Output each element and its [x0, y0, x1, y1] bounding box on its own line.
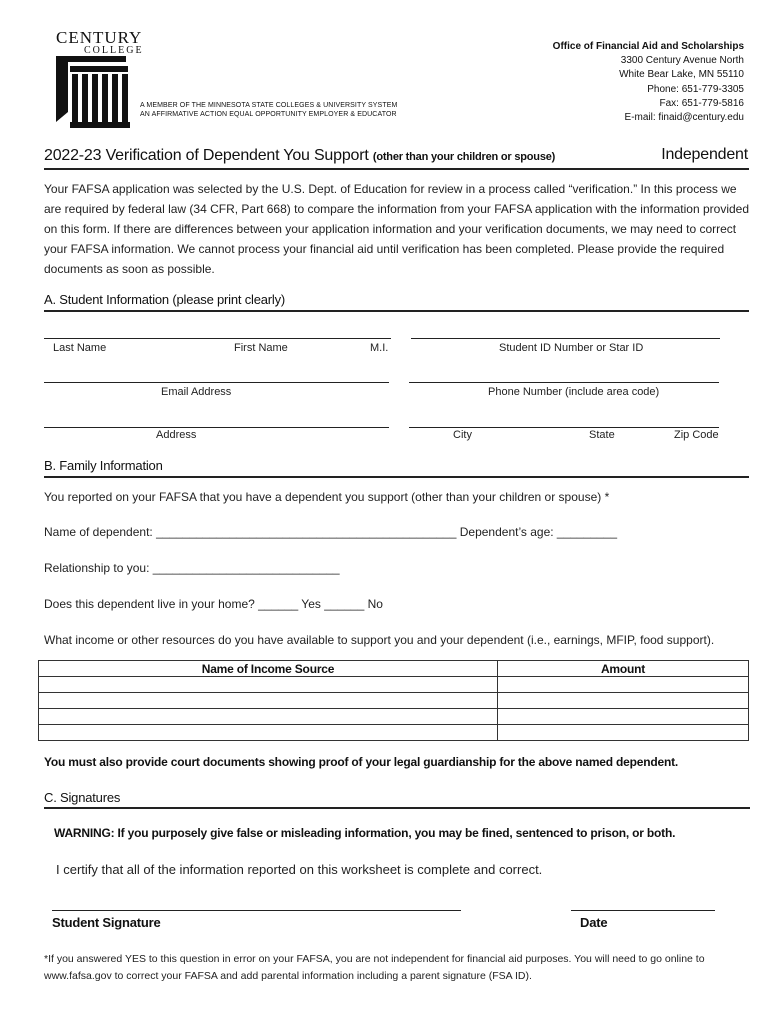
city-label: City — [453, 429, 472, 441]
last-name-label: Last Name — [53, 342, 107, 354]
office-email: E-mail: finaid@century.edu — [624, 112, 744, 124]
amount-cell[interactable] — [498, 677, 749, 693]
amount-cell[interactable] — [498, 725, 749, 741]
income-source-header: Name of Income Source — [39, 661, 498, 677]
court-documents-note: You must also provide court documents showing proof of your legal guardianship for the above named dependent. — [44, 755, 679, 769]
live-in-home-field[interactable]: Does this dependent live in your home? ______ Yes ______ No — [44, 597, 383, 611]
office-city: White Bear Lake, MN 55110 — [619, 69, 744, 81]
date-label: Date — [580, 915, 608, 930]
title-sub: (other than your children or spouse) — [372, 151, 556, 163]
student-id-field[interactable] — [411, 338, 720, 339]
address-field[interactable] — [44, 427, 389, 428]
office-address: 3300 Century Avenue North — [620, 55, 744, 67]
intro-paragraph: Your FAFSA application was selected by the U.S. Dept. of Education for review in a process called “verification.” In this process we are required by federal law (34 CFR, Part 668) to compare the information from your FAFSA application with the information provided on this form. If there are differences between your application information and your verification documents, we may need to correct your FAFSA information. We cannot process your financial aid until verification has been completed. Please provide the required documents as soon as possible. — [44, 182, 750, 276]
address-label: Address — [156, 429, 197, 441]
footnote: *If you answered YES to this question in error on your FAFSA, you are not independent for financial aid purposes. You will need to go online to www.fafsa.gov to correct your FAFSA and add parental information including a parent signature (FSA ID). — [44, 953, 705, 982]
relationship-field[interactable]: Relationship to you: ____________________________ — [44, 561, 340, 575]
certify-text: I certify that all of the information reported on this worksheet is complete and correct. — [56, 862, 543, 877]
warning-text: WARNING: If you purposely give false or misleading information, you may be fined, sentenced to prison, or both. — [54, 826, 676, 840]
member-line-2: AN AFFIRMATIVE ACTION EQUAL OPPORTUNITY EMPLOYER & EDUCATOR — [140, 111, 397, 118]
income-source-cell[interactable] — [39, 693, 498, 709]
student-id-label: Student ID Number or Star ID — [499, 342, 644, 354]
name-field[interactable] — [44, 338, 391, 339]
state-label: State — [589, 429, 615, 441]
income-source-cell[interactable] — [39, 725, 498, 741]
table-row — [39, 709, 749, 725]
office-contact-block — [553, 40, 744, 125]
email-field[interactable] — [44, 382, 389, 383]
member-line-1: A MEMBER OF THE MINNESOTA STATE COLLEGES & UNIVERSITY SYSTEM — [140, 102, 398, 109]
amount-header: Amount — [498, 661, 749, 677]
dependent-name-age-field[interactable]: Name of dependent: _____________________________________________ Dependent’s age: _________ — [44, 525, 617, 539]
income-question: What income or other resources do you have available to support you and your dependent (i.e., earnings, MFIP, food support). — [44, 633, 715, 647]
title-divider — [44, 168, 749, 170]
email-label: Email Address — [161, 386, 232, 398]
section-c-heading: C. Signatures — [44, 790, 121, 805]
section-c-divider — [44, 807, 750, 809]
college-building-logo-icon — [54, 52, 134, 130]
office-name: Office of Financial Aid and Scholarships — [552, 41, 744, 52]
page-title — [44, 147, 555, 165]
office-phone: Phone: 651-779-3305 — [647, 83, 744, 95]
office-fax: Fax: 651-779-5816 — [659, 97, 744, 109]
income-table-header-row — [39, 661, 749, 677]
logo-subname: COLLEGE — [84, 45, 144, 56]
section-a-heading: A. Student Information (please print clearly) — [44, 292, 286, 307]
phone-field[interactable] — [409, 382, 719, 383]
status-label: Independent — [661, 146, 748, 163]
table-row — [39, 693, 749, 709]
phone-label: Phone Number (include area code) — [488, 386, 660, 398]
zip-label: Zip Code — [674, 429, 719, 441]
city-state-zip-field[interactable] — [409, 427, 719, 428]
table-row — [39, 677, 749, 693]
student-signature-label: Student Signature — [52, 915, 161, 930]
section-a-divider — [44, 310, 749, 312]
amount-cell[interactable] — [498, 693, 749, 709]
income-table — [38, 660, 749, 741]
student-signature-field[interactable] — [52, 910, 461, 911]
first-name-label: First Name — [234, 342, 288, 354]
mi-label: M.I. — [370, 342, 389, 354]
amount-cell[interactable] — [498, 709, 749, 725]
date-field[interactable] — [571, 910, 715, 911]
income-source-cell[interactable] — [39, 709, 498, 725]
title-main: 2022-23 Verification of Dependent You Support — [44, 147, 369, 164]
income-source-cell[interactable] — [39, 677, 498, 693]
reported-text: You reported on your FAFSA that you have a dependent you support (other than your children or spouse) * — [44, 490, 610, 504]
table-row — [39, 725, 749, 741]
section-b-heading: B. Family Information — [44, 458, 163, 473]
section-b-divider — [44, 476, 749, 478]
logo-name: CENTURY — [56, 28, 143, 47]
